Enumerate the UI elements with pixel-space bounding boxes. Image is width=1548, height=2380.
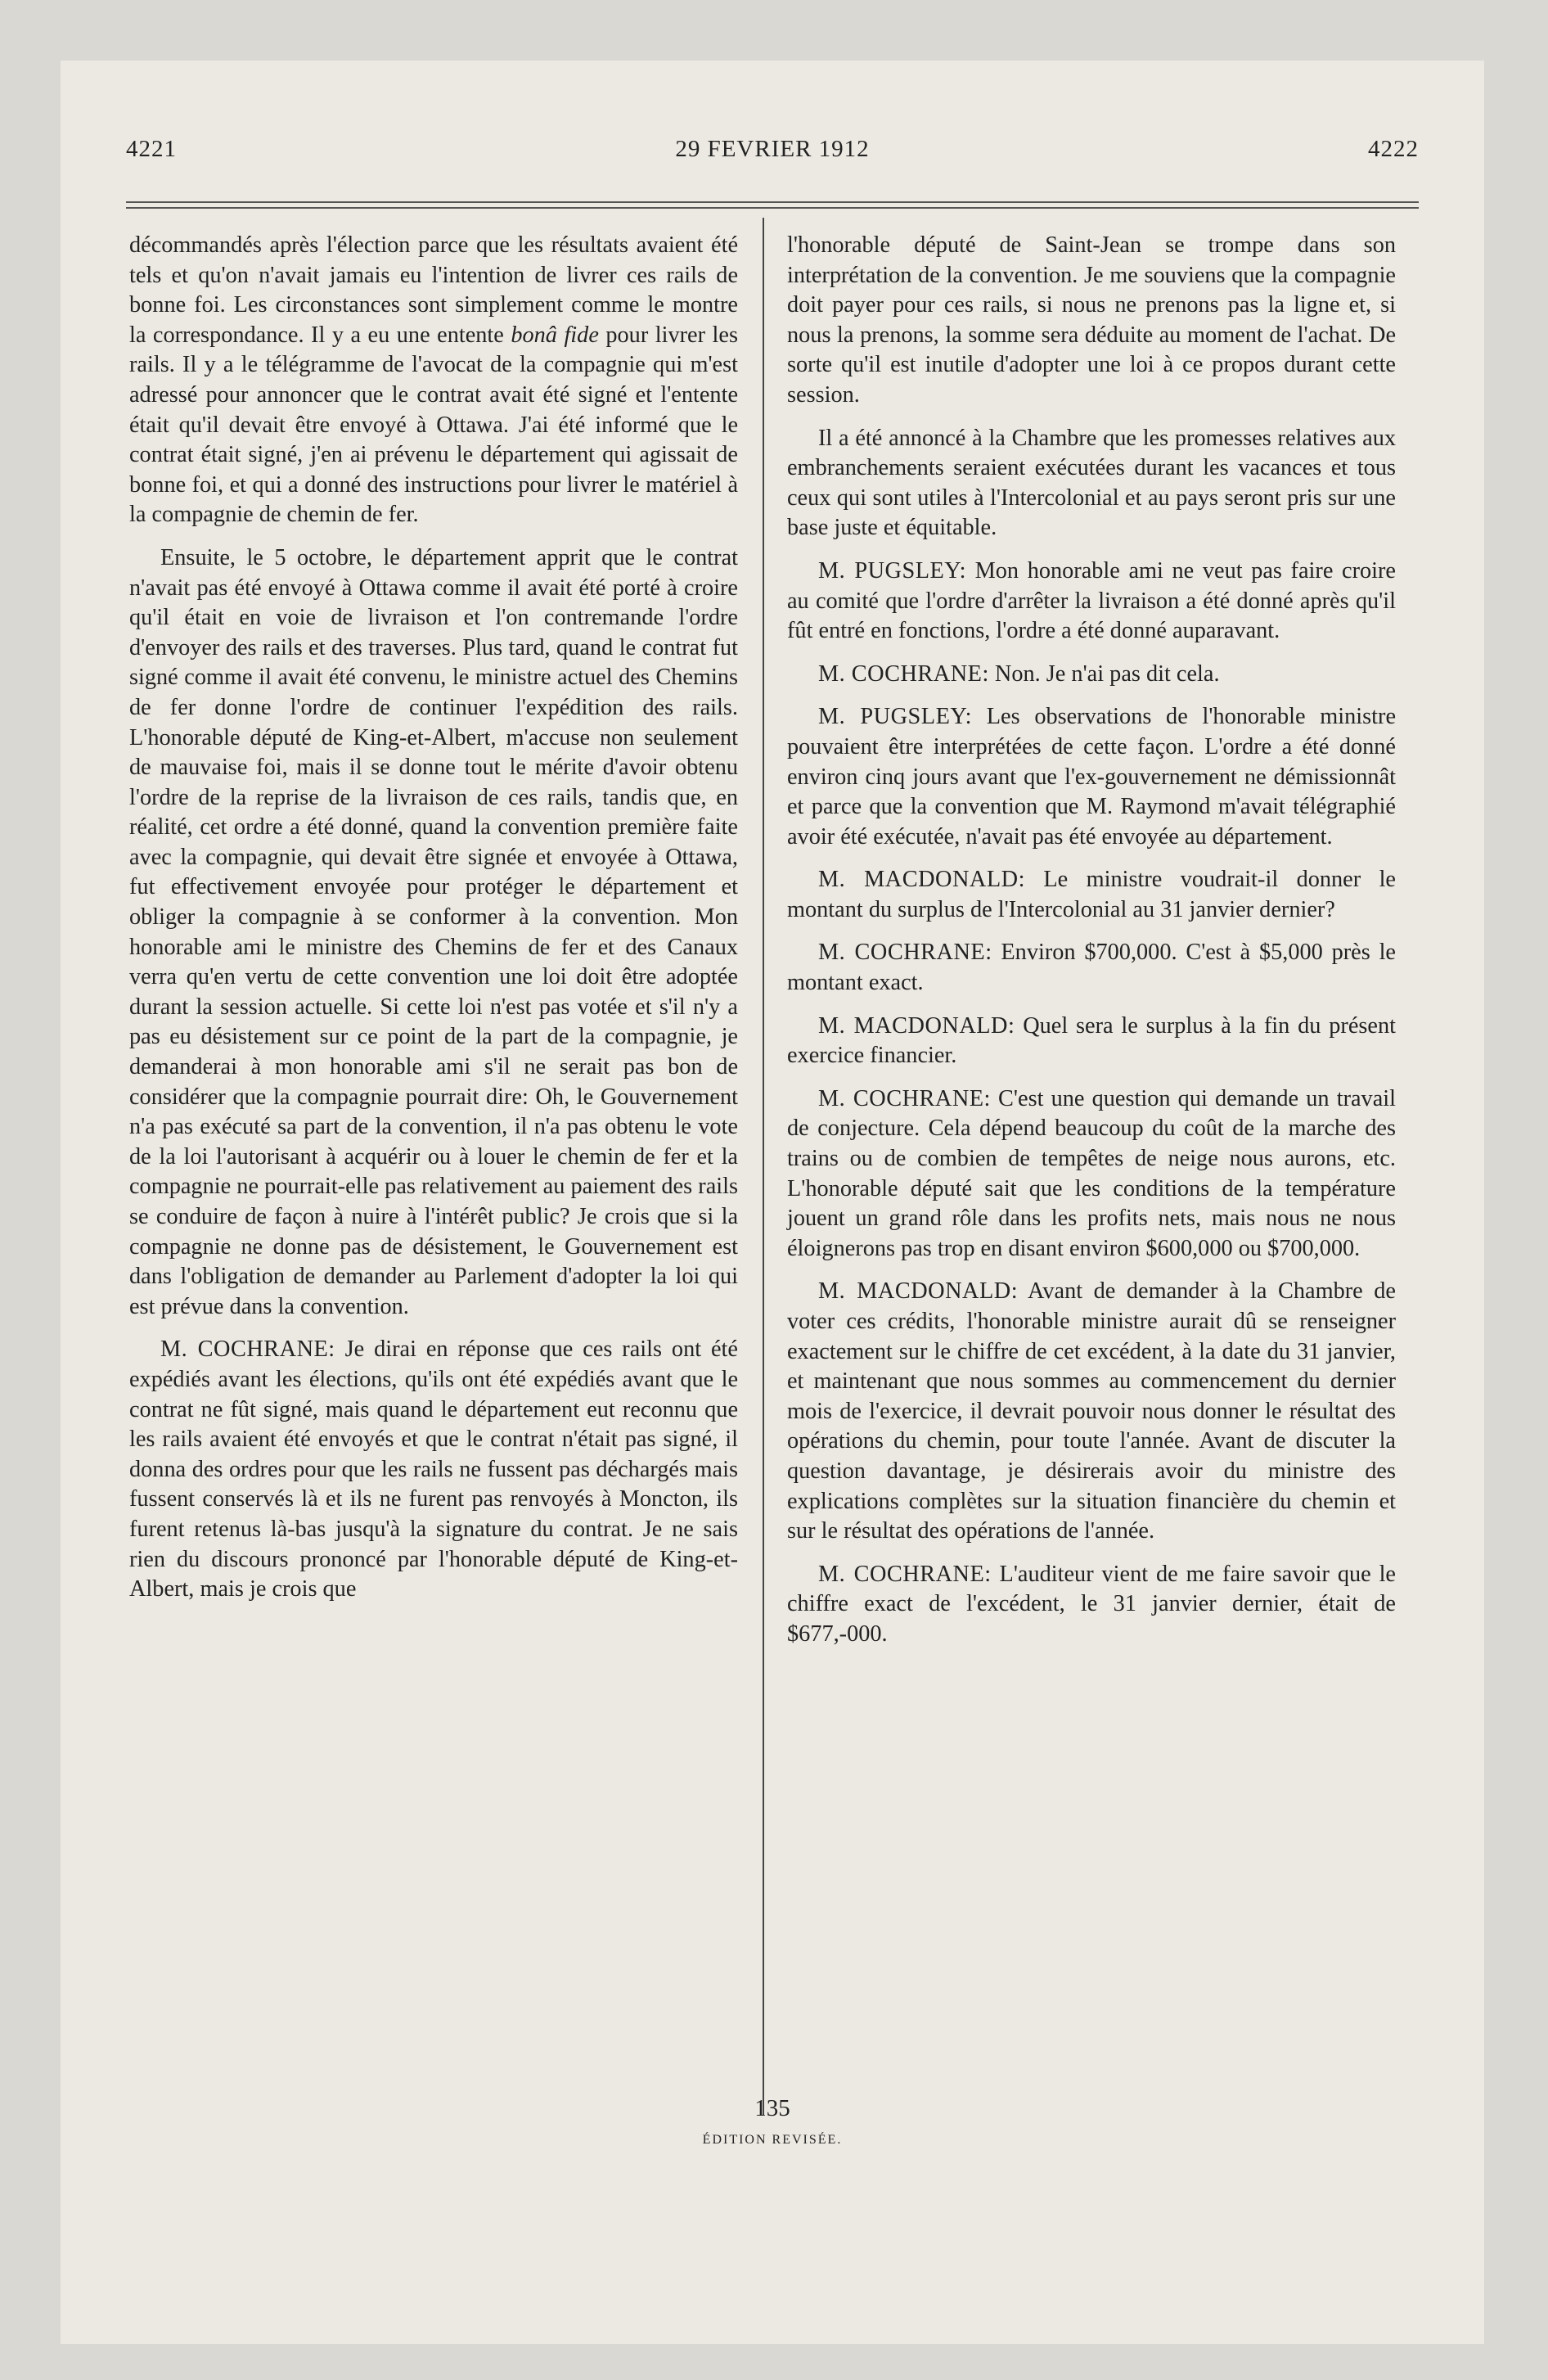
italic-phrase: bonâ fide <box>511 322 599 348</box>
paragraph: Il a été annoncé à la Chambre que les promesses relatives aux embranchements seraient exécutées durant les vacances et tous ceux qui sont utiles à l'Intercolonial et au pays seront pris sur une base juste et équitable. <box>787 425 1396 541</box>
speech-paragraph: M. COCHRANE: Non. Je n'ai pas dit cela. <box>818 660 1220 687</box>
speech-paragraph: M. COCHRANE: Je dirai en réponse que ces rails ont été expédiés avant les élections, qu'ils ont été expédiés avant que le contrat ne fût signé, mais quand le département eut reconnu que les rails avaient été envoyés et que le contrat n'était pas signé, il donna des ordres pour que les rails ne fussent pas déchargés mais fussent conservés là et ils ne furent pas renvoyés à Moncton, ils furent retenus là-bas jusqu'à la signature du contrat. Je ne sais rien du discours prononcé par l'honorable député de King-et-Albert, mais je crois que <box>129 1336 738 1602</box>
speech-paragraph: M. MACDONALD: Le ministre voudrait-il donner le montant du surplus de l'Intercolonial au 31 janvier dernier? <box>787 867 1396 922</box>
speech-paragraph: M. PUGSLEY: Mon honorable ami ne veut pas faire croire au comité que l'ordre d'arrêter la livraison a été donné après qu'il fût entré en fonctions, l'ordre a été donné auparavant. <box>787 557 1396 644</box>
speech-paragraph: M. COCHRANE: Environ $700,000. C'est à $5,000 près le montant exact. <box>787 940 1396 996</box>
page-number-right: 4222 <box>1368 136 1419 162</box>
speaker-name: M. MACDONALD: <box>818 1012 1015 1039</box>
paragraph: décommandés après l'élection parce que les résultats avaient été tels et qu'on n'avait jamais eu l'intention de livrer ces rails de bonne foi. Les circonstances sont simplement comme le montre la correspondance. Il y a eu une entente bonâ fide pour livrer les rails. Il y a le télégramme de l'avocat de la compagnie qui m'est adressé pour annoncer que le contrat avait été signé et l'entente était qu'il devait être envoyé à Ottawa. J'ai été informé que le contrat était signé, j'en ai prévenu le département qui agissait de bonne foi, et qui a donné des instructions pour livrer le matériel à la compagnie de chemin de fer. <box>129 232 738 528</box>
speaker-name: M. MACDONALD: <box>818 867 1025 893</box>
left-column <box>129 231 738 1605</box>
speech-paragraph: M. COCHRANE: C'est une question qui demande un travail de conjecture. Cela dépend beaucoup du coût de la marche des trains ou de combien de tempêtes de neige nous aurons, etc. L'honorable député sait que les conditions de la température jouent un grand rôle dans les profits nets, mais nous ne nous éloignerons pas trop en disant environ $600,000 ou $700,000. <box>787 1085 1396 1261</box>
edition-note: ÉDITION REVISÉE. <box>702 2133 843 2147</box>
signature-number: 135 <box>754 2095 790 2121</box>
speech-paragraph: M. MACDONALD: Avant de demander à la Chambre de voter ces crédits, l'honorable ministre aurait dû se renseigner exactement sur le chiffre de cet excédent, à la date du 31 janvier, et maintenant que nous sommes au commencement du dernier mois de l'exercice, il devrait pouvoir nous donner le résultat des opérations du chemin, pour toute l'année. Avant de discuter la question davantage, je désirerais avoir du ministre des explications complètes sur la situation financière du chemin et sur le résultat des opérations de l'année. <box>787 1278 1396 1544</box>
page-number-left: 4221 <box>126 136 177 162</box>
speaker-name: M. PUGSLEY: <box>818 704 973 730</box>
paragraph: Ensuite, le 5 octobre, le département apprit que le contrat n'avait pas été envoyé à Ottawa comme il avait été porté à croire qu'il était en voie de livraison et l'on contremande l'ordre d'envoyer des rails et des traverses. Plus tard, quand le contrat fut signé comme il avait été convenu, le ministre actuel des Chemins de fer donne l'ordre de continuer l'expédition des rails. L'honorable député de King-et-Albert, m'accuse non seulement de mauvaise foi, mais il se donne tout le mérite d'avoir obtenu l'ordre de la reprise de la livraison de ces rails, tandis que, en réalité, cet ordre a été donné, quand la convention première faite avec la compagnie, qui devait être signée et envoyée à Ottawa, fut effectivement envoyée pour protéger le département et obliger la compagnie à se conformer à la convention. Mon honorable ami le ministre des Chemins de fer et des Canaux verra qu'en vertu de cette convention une loi doit être adoptée durant la session actuelle. Si cette loi n'est pas votée et s'il n'y a pas eu désistement sur ce point de la part de la compagnie, je demanderai à mon honorable ami s'il ne serait pas bon de considérer que la compagnie pourrait dire: Oh, le Gouvernement n'a pas exécuté sa part de la convention, il n'a pas obtenu le vote de la loi l'autorisant à acquérir ou à louer le chemin de fer et la compagnie ne pourrait-elle pas relativement au paiement des rails se conduire de façon à nuire à l'intérêt public? Je crois que si la compagnie ne donne pas de désistement, le Gouvernement est dans l'obligation de demander au Parlement d'adopter la loi qui est prévue dans la convention. <box>129 544 738 1319</box>
speaker-name: M. PUGSLEY: <box>818 557 966 584</box>
speaker-name: M. COCHRANE: <box>818 940 992 966</box>
header-rule <box>126 201 1419 209</box>
column-divider <box>763 218 764 2115</box>
page-header <box>126 136 1419 169</box>
speaker-name: M. COCHRANE: <box>818 660 989 687</box>
speech-paragraph: M. COCHRANE: L'auditeur vient de me faire savoir que le chiffre exact de l'excédent, le 31 janvier dernier, était de $677,-000. <box>787 1561 1396 1647</box>
right-column <box>787 231 1396 1650</box>
speaker-name: M. COCHRANE: <box>818 1561 992 1587</box>
header-date: 29 FEVRIER 1912 <box>675 136 870 162</box>
speaker-name: M. COCHRANE: <box>818 1085 991 1111</box>
speaker-name: M. COCHRANE: <box>160 1336 335 1363</box>
speaker-name: M. MACDONALD: <box>818 1278 1019 1305</box>
speech-paragraph: M. MACDONALD: Quel sera le surplus à la fin du présent exercice financier. <box>787 1012 1396 1069</box>
scanned-page <box>61 61 1484 2344</box>
speech-paragraph: M. PUGSLEY: Les observations de l'honorable ministre pouvaient être interprétées de cette façon. L'ordre a été donné environ cinq jours avant que l'ex-gouvernement ne démissionnât et parce que la convention que M. Raymond m'avait télégraphié avoir été exécutée, n'avait pas été envoyée au département. <box>787 704 1396 850</box>
paragraph: l'honorable député de Saint-Jean se trompe dans son interprétation de la convention. Je me souviens que la compagnie doit payer pour ces rails, si nous ne prenons pas la ligne et, si nous la prenons, la somme sera déduite au moment de l'achat. De sorte qu'il est inutile d'adopter une loi à ce propos durant cette session. <box>787 232 1396 408</box>
